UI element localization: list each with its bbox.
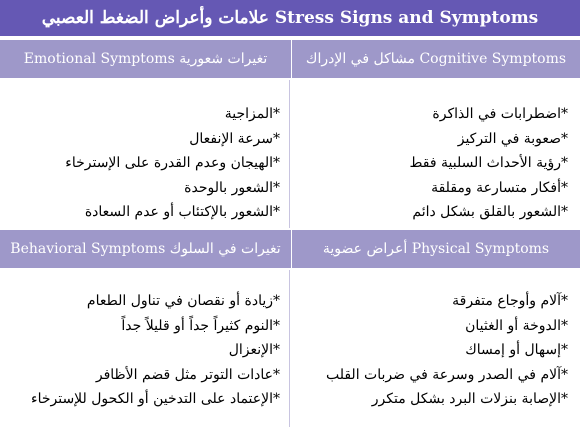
behavioral-symptoms-header: Behavioral Symptoms تغيرات في السلوك (0, 230, 291, 268)
emotional-symptoms-list (10, 102, 280, 225)
physical-symptoms-header: أعراض عضوية Physical Symptoms (291, 230, 580, 268)
list-item: *الإصابة بنزلات البرد بشكل متكرر (371, 391, 568, 407)
list-item: *الشعور بالإكتئاب أو عدم السعادة (84, 204, 280, 220)
list-item: *النوم كثيراً جداً أو قليلاً جداً (121, 317, 280, 334)
column-divider-bottom (289, 270, 290, 427)
column-divider-top (289, 80, 290, 228)
list-item: *الهيجان وعدم القدرة على الإسترخاء (65, 155, 280, 171)
behavioral-symptoms-list (10, 289, 280, 412)
physical-symptoms-list (300, 289, 568, 412)
cognitive-symptoms-header: مشاكل في الإدراك Cognitive Symptoms (291, 40, 580, 78)
list-item: *سرعة الإنفعال (189, 130, 280, 147)
list-item: *الشعور بالقلق بشكل دائم (412, 204, 568, 220)
list-item: *الإعتماد على التدخين أو الكحول للإسترخاء (31, 391, 280, 407)
cognitive-symptoms-list (300, 102, 568, 225)
list-item: *الدوخة أو الغثيان (465, 317, 568, 334)
emotional-symptoms-header: Emotional Symptoms تغيرات شعورية (0, 40, 291, 78)
page-title: علامات وأعراض الضغط العصبي Stress Signs and Symptoms (0, 0, 580, 38)
list-item: *إسهال أو إمساك (465, 342, 568, 358)
list-item: *رؤية الأحداث السلبية فقط (409, 155, 568, 171)
list-item: *صعوبة في التركيز (457, 130, 568, 147)
list-item: *أفكار متسارعة ومقلقة (431, 179, 568, 196)
list-item: *آلام في الصدر وسرعة في ضربات القلب (325, 366, 568, 383)
list-item: *المزاجية (224, 106, 280, 122)
list-item: *الإنعزال (228, 342, 280, 358)
list-item: *عادات التوتر مثل قضم الأظافر (95, 366, 280, 383)
list-item: *اضطرابات في الذاكرة (432, 106, 568, 122)
list-item: *زيادة أو نقصان في تناول الطعام (86, 293, 280, 309)
list-item: *آلام وأوجاع متفرقة (452, 293, 568, 309)
list-item: *الشعور بالوحدة (184, 179, 280, 196)
